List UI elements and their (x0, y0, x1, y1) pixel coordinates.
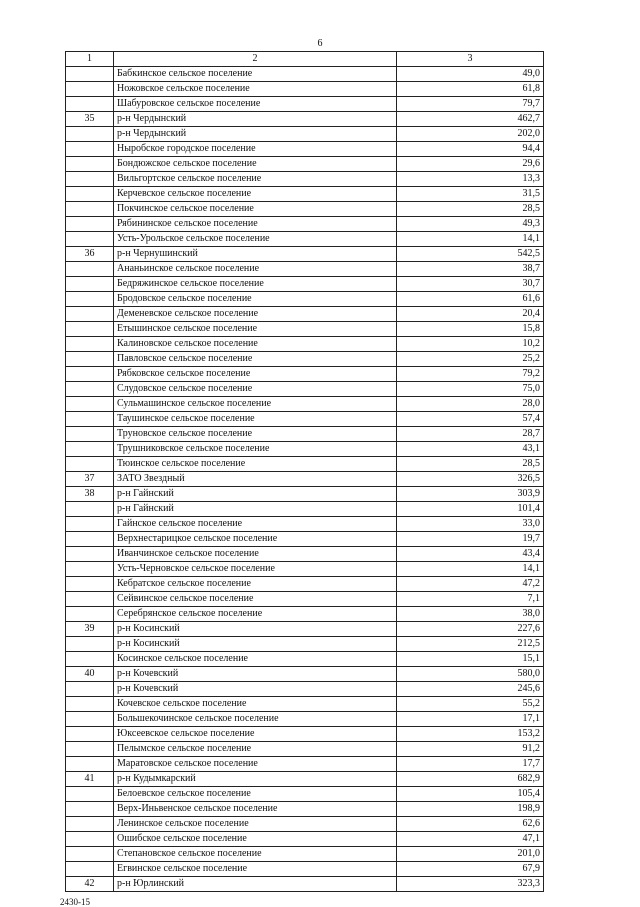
table-row (66, 217, 544, 232)
table-row (66, 562, 544, 577)
territory-name: Усть-Урольское сельское поселение (114, 232, 397, 247)
table-row (66, 847, 544, 862)
row-number (66, 532, 114, 547)
table-row (66, 172, 544, 187)
territory-name: Слудовское сельское поселение (114, 382, 397, 397)
row-value: 31,5 (397, 187, 544, 202)
row-number (66, 262, 114, 277)
row-value: 15,8 (397, 322, 544, 337)
row-number (66, 307, 114, 322)
row-number: 36 (66, 247, 114, 262)
header-col-1: 1 (66, 52, 114, 67)
row-number (66, 817, 114, 832)
table-row (66, 232, 544, 247)
territory-name: ЗАТО Звездный (114, 472, 397, 487)
table-row (66, 262, 544, 277)
table-row (66, 787, 544, 802)
row-number (66, 382, 114, 397)
row-number (66, 232, 114, 247)
territory-name: р-н Юрлинский (114, 877, 397, 892)
table-row (66, 247, 544, 262)
row-number: 35 (66, 112, 114, 127)
row-number (66, 742, 114, 757)
territory-name: Иванчинское сельское поселение (114, 547, 397, 562)
table-row (66, 877, 544, 892)
row-value: 202,0 (397, 127, 544, 142)
territory-name: Павловское сельское поселение (114, 352, 397, 367)
table-row (66, 307, 544, 322)
territory-name: р-н Гайнский (114, 487, 397, 502)
row-value: 43,4 (397, 547, 544, 562)
table-row (66, 97, 544, 112)
table-header-row (66, 52, 544, 67)
row-value: 28,5 (397, 457, 544, 472)
table-row (66, 127, 544, 142)
table-row (66, 862, 544, 877)
row-number (66, 67, 114, 82)
row-number (66, 367, 114, 382)
territory-name: Пелымское сельское поселение (114, 742, 397, 757)
territory-name: Бабкинское сельское поселение (114, 67, 397, 82)
territory-name: Сейвинское сельское поселение (114, 592, 397, 607)
row-number (66, 502, 114, 517)
table-row (66, 742, 544, 757)
row-number (66, 217, 114, 232)
territory-name: Бродовское сельское поселение (114, 292, 397, 307)
row-value: 91,2 (397, 742, 544, 757)
territory-name: Бондюжское сельское поселение (114, 157, 397, 172)
territory-name: Рябининское сельское поселение (114, 217, 397, 232)
territory-name: р-н Кочевский (114, 667, 397, 682)
table-row (66, 592, 544, 607)
territory-name: Вильгортское сельское поселение (114, 172, 397, 187)
row-value: 62,6 (397, 817, 544, 832)
territory-name: р-н Чердынский (114, 112, 397, 127)
document-code: 2430-15 (60, 897, 90, 907)
territory-name: р-н Косинский (114, 622, 397, 637)
row-value: 326,5 (397, 472, 544, 487)
territory-name: Маратовское сельское поселение (114, 757, 397, 772)
row-value: 323,3 (397, 877, 544, 892)
row-number (66, 397, 114, 412)
table-row (66, 202, 544, 217)
table-row (66, 817, 544, 832)
territory-name: Покчинское сельское поселение (114, 202, 397, 217)
row-number (66, 427, 114, 442)
row-number (66, 547, 114, 562)
row-number (66, 832, 114, 847)
row-number (66, 712, 114, 727)
row-number: 38 (66, 487, 114, 502)
row-number (66, 637, 114, 652)
row-number (66, 202, 114, 217)
row-value: 10,2 (397, 337, 544, 352)
row-value: 75,0 (397, 382, 544, 397)
territory-name: Ананьинское сельское поселение (114, 262, 397, 277)
row-number (66, 757, 114, 772)
row-number (66, 517, 114, 532)
row-value: 33,0 (397, 517, 544, 532)
table-row (66, 667, 544, 682)
table-row (66, 757, 544, 772)
territory-name: Кебратское сельское поселение (114, 577, 397, 592)
row-value: 30,7 (397, 277, 544, 292)
table-row (66, 517, 544, 532)
header-col-2: 2 (114, 52, 397, 67)
row-value: 212,5 (397, 637, 544, 652)
territory-name: Тюинское сельское поселение (114, 457, 397, 472)
territory-name: Большекочинское сельское поселение (114, 712, 397, 727)
row-value: 153,2 (397, 727, 544, 742)
row-number (66, 592, 114, 607)
territory-name: Ныробское городское поселение (114, 142, 397, 157)
row-number (66, 847, 114, 862)
data-table (65, 51, 544, 892)
territory-name: Ленинское сельское поселение (114, 817, 397, 832)
row-number (66, 97, 114, 112)
header-col-3: 3 (397, 52, 544, 67)
table-row (66, 367, 544, 382)
row-number: 39 (66, 622, 114, 637)
row-value: 25,2 (397, 352, 544, 367)
row-value: 57,4 (397, 412, 544, 427)
row-value: 94,4 (397, 142, 544, 157)
territory-name: Верх-Иньвенское сельское поселение (114, 802, 397, 817)
territory-name: р-н Кочевский (114, 682, 397, 697)
table-row (66, 772, 544, 787)
row-number (66, 142, 114, 157)
territory-name: Сульмашинское сельское поселение (114, 397, 397, 412)
territory-name: р-н Чердынский (114, 127, 397, 142)
table-row (66, 82, 544, 97)
row-number (66, 187, 114, 202)
table-row (66, 607, 544, 622)
row-number (66, 697, 114, 712)
table-row (66, 112, 544, 127)
territory-name: Деменевское сельское поселение (114, 307, 397, 322)
table-row (66, 292, 544, 307)
table-row (66, 157, 544, 172)
row-number (66, 802, 114, 817)
territory-name: Серебрянское сельское поселение (114, 607, 397, 622)
row-value: 55,2 (397, 697, 544, 712)
row-number (66, 337, 114, 352)
row-value: 17,7 (397, 757, 544, 772)
table-row (66, 532, 544, 547)
row-value: 79,7 (397, 97, 544, 112)
row-number: 40 (66, 667, 114, 682)
table-row (66, 487, 544, 502)
table-row (66, 67, 544, 82)
row-value: 38,0 (397, 607, 544, 622)
row-number (66, 727, 114, 742)
row-value: 49,0 (397, 67, 544, 82)
row-value: 67,9 (397, 862, 544, 877)
territory-name: Косинское сельское поселение (114, 652, 397, 667)
territory-name: Кочевское сельское поселение (114, 697, 397, 712)
territory-name: Юксеевское сельское поселение (114, 727, 397, 742)
table-row (66, 502, 544, 517)
table-row (66, 712, 544, 727)
table-row (66, 697, 544, 712)
territory-name: Гайнское сельское поселение (114, 517, 397, 532)
row-number (66, 292, 114, 307)
row-value: 580,0 (397, 667, 544, 682)
row-value: 101,4 (397, 502, 544, 517)
row-value: 14,1 (397, 562, 544, 577)
table-row (66, 577, 544, 592)
territory-name: Шабуровское сельское поселение (114, 97, 397, 112)
row-value: 61,6 (397, 292, 544, 307)
row-value: 79,2 (397, 367, 544, 382)
row-value: 20,4 (397, 307, 544, 322)
table-row (66, 682, 544, 697)
row-value: 49,3 (397, 217, 544, 232)
territory-name: Степановское сельское поселение (114, 847, 397, 862)
row-number (66, 127, 114, 142)
row-number (66, 442, 114, 457)
territory-name: Ошибское сельское поселение (114, 832, 397, 847)
row-number (66, 577, 114, 592)
row-value: 61,8 (397, 82, 544, 97)
table-row (66, 472, 544, 487)
row-value: 227,6 (397, 622, 544, 637)
row-value: 7,1 (397, 592, 544, 607)
row-value: 15,1 (397, 652, 544, 667)
table-row (66, 277, 544, 292)
row-value: 542,5 (397, 247, 544, 262)
table-row (66, 382, 544, 397)
row-value: 198,9 (397, 802, 544, 817)
row-value: 17,1 (397, 712, 544, 727)
territory-name: р-н Косинский (114, 637, 397, 652)
table-row (66, 337, 544, 352)
row-number (66, 277, 114, 292)
row-value: 105,4 (397, 787, 544, 802)
territory-name: Трушниковское сельское поселение (114, 442, 397, 457)
row-number: 41 (66, 772, 114, 787)
table-row (66, 652, 544, 667)
table-row (66, 187, 544, 202)
table-row (66, 727, 544, 742)
row-value: 303,9 (397, 487, 544, 502)
row-number: 42 (66, 877, 114, 892)
row-number (66, 172, 114, 187)
table-row (66, 322, 544, 337)
row-value: 19,7 (397, 532, 544, 547)
territory-name: Таушинское сельское поселение (114, 412, 397, 427)
territory-name: Труновское сельское поселение (114, 427, 397, 442)
territory-name: Верхнестарицкое сельское поселение (114, 532, 397, 547)
table-row (66, 622, 544, 637)
row-value: 14,1 (397, 232, 544, 247)
table-row (66, 412, 544, 427)
row-value: 13,3 (397, 172, 544, 187)
row-value: 47,1 (397, 832, 544, 847)
table-row (66, 352, 544, 367)
territory-name: Егвинское сельское поселение (114, 862, 397, 877)
row-number (66, 322, 114, 337)
territory-name: Ножовское сельское поселение (114, 82, 397, 97)
row-value: 29,6 (397, 157, 544, 172)
territory-name: р-н Гайнский (114, 502, 397, 517)
row-value: 28,0 (397, 397, 544, 412)
row-number (66, 682, 114, 697)
table-row (66, 142, 544, 157)
row-value: 47,2 (397, 577, 544, 592)
row-value: 682,9 (397, 772, 544, 787)
row-value: 43,1 (397, 442, 544, 457)
row-number (66, 412, 114, 427)
row-number (66, 157, 114, 172)
table-row (66, 547, 544, 562)
row-number (66, 457, 114, 472)
row-value: 462,7 (397, 112, 544, 127)
table-row (66, 427, 544, 442)
table-row (66, 457, 544, 472)
table-row (66, 397, 544, 412)
table-row (66, 442, 544, 457)
row-number (66, 607, 114, 622)
table-row (66, 832, 544, 847)
page-number: 6 (317, 38, 323, 49)
row-number (66, 82, 114, 97)
territory-name: р-н Кудымкарский (114, 772, 397, 787)
row-number (66, 862, 114, 877)
row-value: 38,7 (397, 262, 544, 277)
row-number (66, 652, 114, 667)
territory-name: Калиновское сельское поселение (114, 337, 397, 352)
row-value: 201,0 (397, 847, 544, 862)
territory-name: Рябковское сельское поселение (114, 367, 397, 382)
territory-name: р-н Чернушинский (114, 247, 397, 262)
table-row (66, 637, 544, 652)
row-number: 37 (66, 472, 114, 487)
territory-name: Етышинское сельское поселение (114, 322, 397, 337)
row-number (66, 787, 114, 802)
row-value: 28,5 (397, 202, 544, 217)
row-value: 28,7 (397, 427, 544, 442)
row-value: 245,6 (397, 682, 544, 697)
territory-name: Усть-Черновское сельское поселение (114, 562, 397, 577)
row-number (66, 562, 114, 577)
territory-name: Бедряжинское сельское поселение (114, 277, 397, 292)
territory-name: Белоевское сельское поселение (114, 787, 397, 802)
table-row (66, 802, 544, 817)
row-number (66, 352, 114, 367)
territory-name: Керчевское сельское поселение (114, 187, 397, 202)
